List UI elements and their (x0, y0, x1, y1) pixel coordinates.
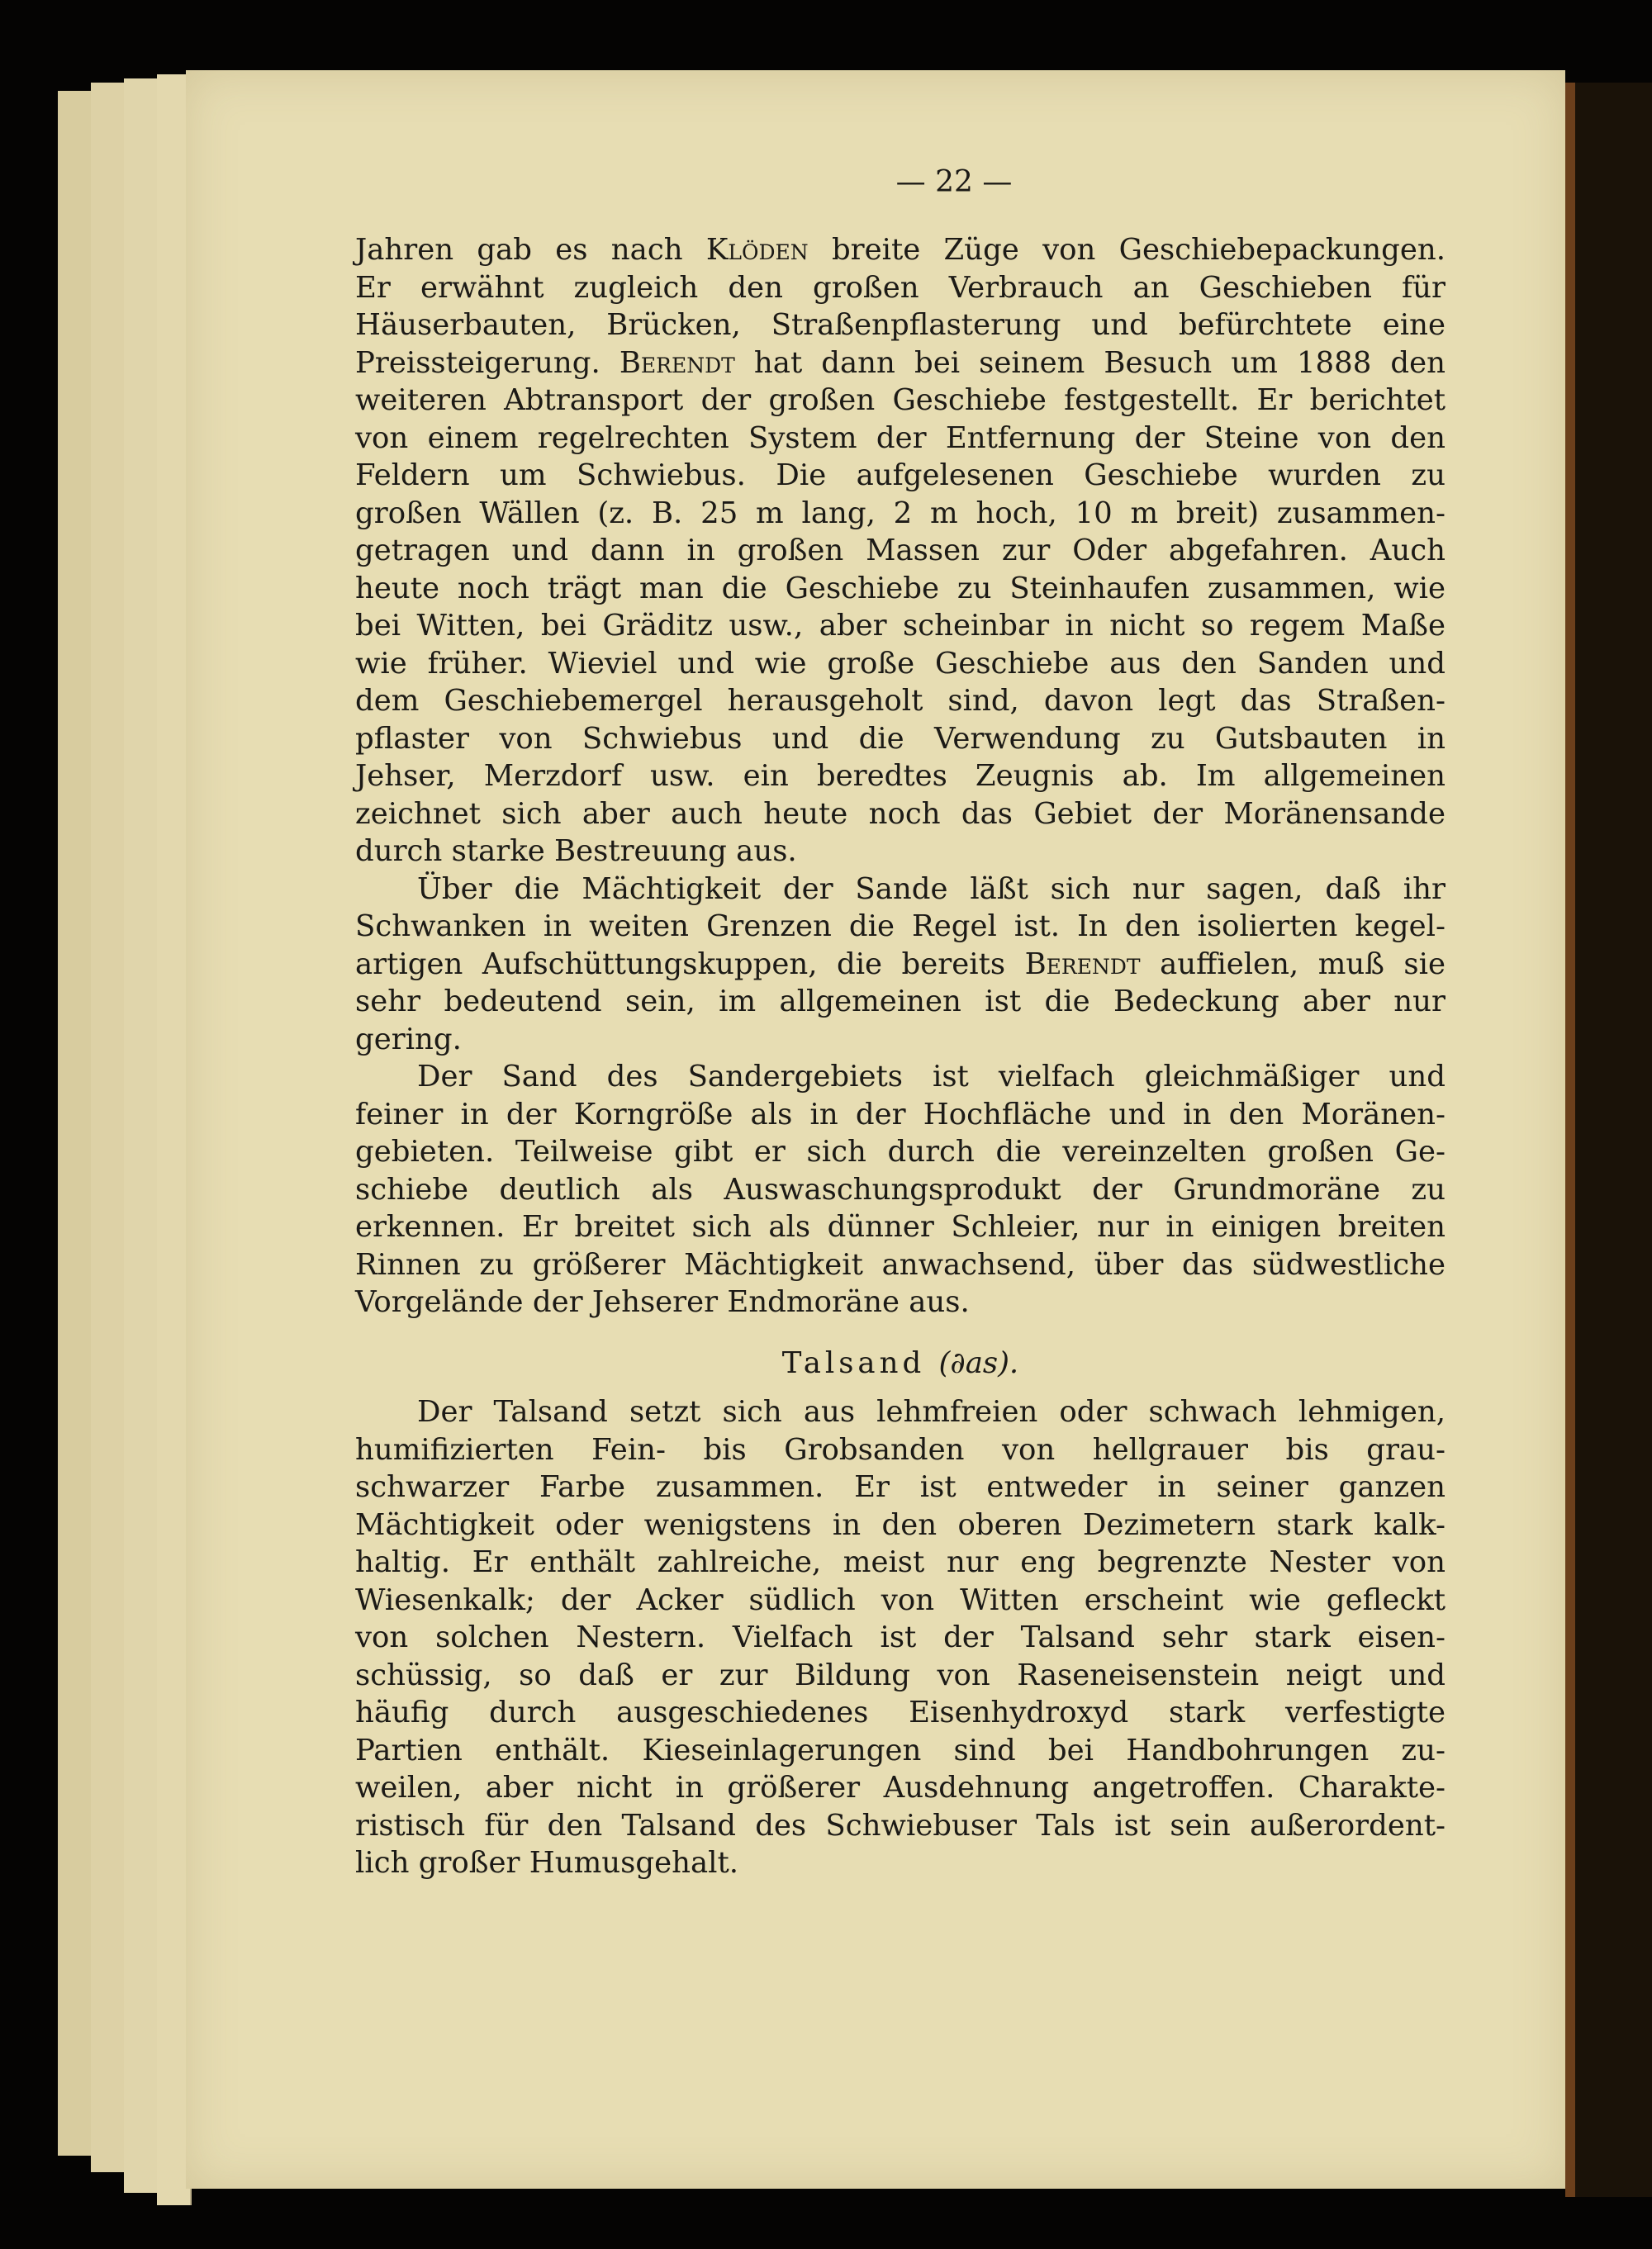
text-line: Der Talsand setzt sich aus lehmfreien oder schwach lehmigen, (417, 1395, 1446, 1429)
section-heading-symbol: (∂as). (938, 1345, 1019, 1380)
text-line: Mächtigkeit oder wenigstens in den oberen Dezimetern stark kalk- (355, 1507, 1446, 1542)
text-line: Wiesenkalk; der Acker südlich von Witten erscheint wie gefleckt (355, 1582, 1446, 1617)
paragraph-3 (355, 1058, 1446, 1321)
page-body (355, 231, 1446, 1882)
facing-page-edge (1575, 83, 1652, 2197)
page-edge (91, 83, 126, 2172)
text-line: gebieten. Teilweise gibt er sich durch die vereinzelten großen Ge- (355, 1135, 1446, 1169)
text-line: Preissteigerung. Berendt hat dann bei seinem Besuch um 1888 den (355, 345, 1446, 380)
page-edge (124, 78, 159, 2193)
paragraph-talsand (355, 1393, 1446, 1882)
text-line: Schwanken in weiten Grenzen die Regel ist. In den isolierten kegel- (355, 909, 1446, 943)
text-line: von solchen Nestern. Vielfach ist der Talsand sehr stark eisen- (355, 1620, 1446, 1654)
text-line: haltig. Er enthält zahlreiche, meist nur eng begrenzte Nester von (355, 1545, 1446, 1579)
text-line: heute noch trägt man die Geschiebe zu Steinhaufen zusammen, wie (355, 571, 1446, 605)
section-heading-label: Talsand (781, 1345, 926, 1380)
text-line: Er erwähnt zugleich den großen Verbrauch an Geschieben für (355, 270, 1446, 305)
text-line: sehr bedeutend sein, im allgemeinen ist die Bedeckung aber nur (355, 985, 1446, 1018)
text-line: häufig durch ausgeschiedenes Eisenhydroxyd stark verfestigte (355, 1696, 1446, 1729)
text-line: wie früher. Wieviel und wie große Geschiebe aus den Sanden und (355, 646, 1446, 681)
text-line: Feldern um Schwiebus. Die aufgelesenen Geschiebe wurden zu (355, 458, 1446, 492)
text-line: pflaster von Schwiebus und die Verwendung zu Gutsbauten in (355, 721, 1446, 756)
text-line: Häuserbauten, Brücken, Straßenpflasterung und befürchtete eine (355, 308, 1446, 342)
text-line: erkennen. Er breitet sich als dünner Schleier, nur in einigen breiten (355, 1210, 1446, 1244)
text-line: Partien enthält. Kieseinlagerungen sind bei Handbohrungen zu- (355, 1733, 1446, 1767)
text-line: von einem regelrechten System der Entfernung der Steine von den (355, 420, 1446, 455)
text-line: Vorgelände der Jehserer Endmoräne aus. (355, 1285, 970, 1319)
text-line: zeichnet sich aber auch heute noch das Gebiet der Moränensande (355, 796, 1446, 831)
book-page (186, 70, 1565, 2189)
text-line: ristisch für den Talsand des Schwiebuser Tals ist sein außerordent- (355, 1808, 1446, 1843)
text-line: Jehser, Merzdorf usw. ein beredtes Zeugnis ab. Im allgemeinen (355, 759, 1446, 793)
text-line: großen Wällen (z. B. 25 m lang, 2 m hoch, 10 m breit) zusammen- (355, 496, 1446, 530)
text-line: Der Sand des Sandergebiets ist vielfach gleichmäßiger und (417, 1060, 1446, 1094)
text-line: getragen und dann in großen Massen zur Oder abgefahren. Auch (355, 534, 1446, 567)
text-line: gering. (355, 1022, 462, 1056)
page-number: — 22 — (895, 165, 1013, 199)
text-line: weilen, aber nicht in größerer Ausdehnung angetroffen. Charakte- (355, 1771, 1446, 1805)
text-line: schiebe deutlich als Auswaschungsprodukt der Grundmoräne zu (355, 1172, 1446, 1207)
text-line: dem Geschiebemergel herausgeholt sind, davon legt das Straßen- (355, 684, 1446, 718)
text-line: Über die Mächtigkeit der Sande läßt sich nur sagen, daß ihr (417, 871, 1446, 906)
paragraph-2 (355, 871, 1446, 1059)
text-line: bei Witten, bei Gräditz usw., aber scheinbar in nicht so regem Maße (355, 609, 1446, 643)
text-line: schüssig, so daß er zur Bildung von Raseneisenstein neigt und (355, 1658, 1446, 1692)
text-line: humifizierten Fein- bis Grobsanden von hellgrauer bis grau- (355, 1432, 1446, 1467)
text-line: Jahren gab es nach Klöden breite Züge von Geschiebepackungen. (355, 233, 1446, 267)
page-edge (58, 91, 93, 2156)
text-line: durch starke Bestreuung aus. (355, 834, 797, 868)
text-line: artigen Aufschüttungskuppen, die bereits Berendt auffielen, muß sie (355, 947, 1446, 981)
text-line: feiner in der Korngröße als in der Hochfläche und in den Moränen- (355, 1097, 1446, 1132)
text-line: Rinnen zu größerer Mächtigkeit anwachsend, über das südwestliche (355, 1247, 1446, 1282)
text-line: schwarzer Farbe zusammen. Er ist entweder in seiner ganzen (355, 1470, 1446, 1504)
section-heading (355, 1345, 1446, 1383)
text-line: lich großer Humusgehalt. (355, 1846, 739, 1880)
paragraph-1 (355, 231, 1446, 871)
text-line: weiteren Abtransport der großen Geschiebe festgestellt. Er berichtet (355, 383, 1446, 417)
book-spine (1565, 83, 1575, 2197)
